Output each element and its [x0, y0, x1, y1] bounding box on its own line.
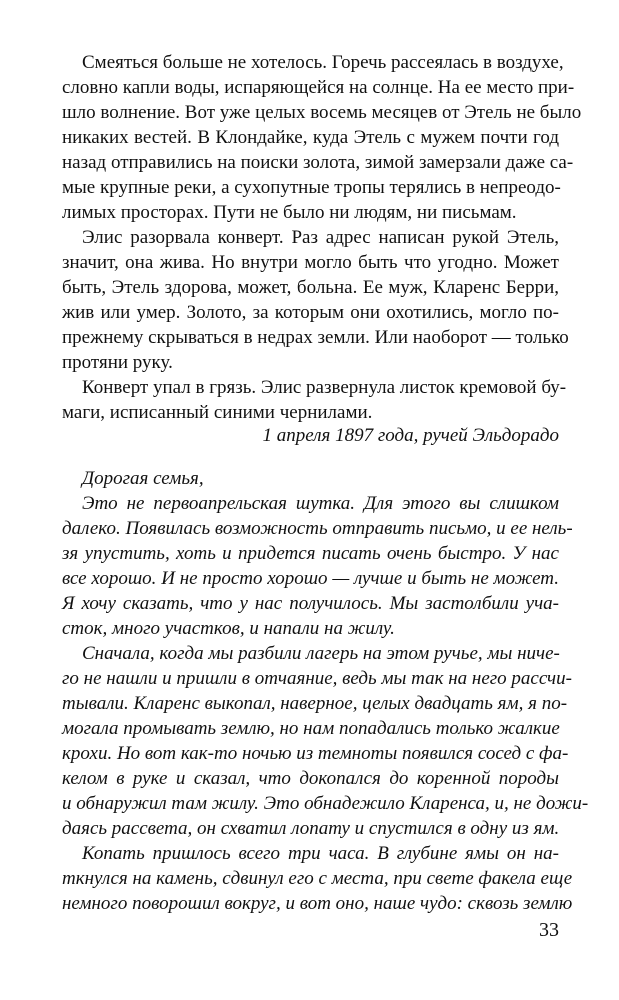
paragraph-1-line-5: назад отправились на поиски золота, зимой замерзали даже са-	[62, 152, 574, 173]
paragraph-1-line-7: лимых просторах. Пути не было ни людям, ни письмам.	[62, 202, 517, 223]
letter-paragraph-1-line-3: зя упустить, хоть и придется писать очень быстро. У нас	[62, 543, 559, 564]
letter-paragraph-1-line-6: сток, много участков, и напали на жилу.	[62, 618, 395, 639]
paragraph-1-line-2: словно капли воды, испаряющейся на солнце. На ее место при-	[62, 77, 575, 98]
letter-paragraph-1-line-1: Это не первоапрельская шутка. Для этого вы слишком	[82, 493, 559, 514]
letter-paragraph-2-line-1: Сначала, когда мы разбили лагерь на этом ручье, мы ниче-	[82, 643, 560, 664]
paragraph-2-line-5: прежнему скрываться в недрах земли. Или наоборот — только	[62, 327, 569, 348]
letter-paragraph-3-line-2: ткнулся на камень, сдвинул его с места, при свете факела еще	[62, 868, 573, 889]
letter-paragraph-1-line-5: Я хочу сказать, что у нас получилось. Мы застолбили уча-	[62, 593, 559, 614]
letter-paragraph-1-line-4: все хорошо. И не просто хорошо — лучше и быть не может.	[62, 568, 559, 589]
paragraph-1-line-4: никаких вестей. В Клондайке, куда Этель с мужем почти год	[62, 127, 559, 148]
letter-paragraph-2-line-4: могала промывать землю, но нам попадались только жалкие	[62, 718, 560, 739]
paragraph-3-line-2: маги, исписанный синими чернилами.	[62, 402, 373, 423]
letter-paragraph-2-line-8: даясь рассвета, он схватил лопату и спустился в одну из ям.	[62, 818, 560, 839]
paragraph-2-line-1: Элис разорвала конверт. Раз адрес написан рукой Этель,	[82, 227, 559, 248]
letter-paragraph-2-line-6: келом в руке и сказал, что докопался до коренной породы	[62, 768, 559, 789]
letter-paragraph-3-line-3: немного поворошил вокруг, и вот оно, наше чудо: сквозь землю	[62, 893, 573, 914]
letter-paragraph-2-line-5: крохи. Но вот как-то ночью из темноты появился сосед с фа-	[62, 743, 569, 764]
letter-paragraph-2-line-2: го не нашли и пришли в отчаяние, ведь мы так на него рассчи-	[62, 668, 572, 689]
letter-paragraph-1-line-2: далеко. Появилась возможность отправить письмо, и ее нель-	[62, 518, 573, 539]
letter-paragraph-2-line-7: и обнаружил там жилу. Это обнадежило Кларенса, и, не дожи-	[62, 793, 589, 814]
letter-salutation: Дорогая семья,	[82, 468, 204, 489]
paragraph-1-line-1: Смеяться больше не хотелось. Горечь рассеялась в воздухе,	[82, 52, 564, 73]
paragraph-2-line-4: жив или умер. Золото, за которым они охотились, могло по-	[62, 302, 559, 323]
letter-paragraph-2-line-3: тывали. Кларенс выкопал, наверное, целых двадцать ям, я по-	[62, 693, 568, 714]
letter-dateline: 1 апреля 1897 года, ручей Эльдорадо	[262, 425, 559, 446]
paragraph-1-line-3: шло волнение. Вот уже целых восемь месяцев от Этель не было	[62, 102, 582, 123]
paragraph-2-line-2: значит, она жива. Но внутри могло быть что угодно. Может	[62, 252, 559, 273]
paragraph-1-line-6: мые крупные реки, а сухопутные тропы терялись в непреодо-	[62, 177, 561, 198]
paragraph-2-line-3: быть, Этель здорова, может, больна. Ее муж, Кларенс Берри,	[62, 277, 559, 298]
paragraph-3-line-1: Конверт упал в грязь. Элис развернула листок кремовой бу-	[82, 377, 567, 398]
letter-paragraph-3-line-1: Копать пришлось всего три часа. В глубине ямы он на-	[82, 843, 559, 864]
paragraph-2-line-6: протяни руку.	[62, 352, 173, 373]
page-number: 33	[539, 919, 559, 941]
